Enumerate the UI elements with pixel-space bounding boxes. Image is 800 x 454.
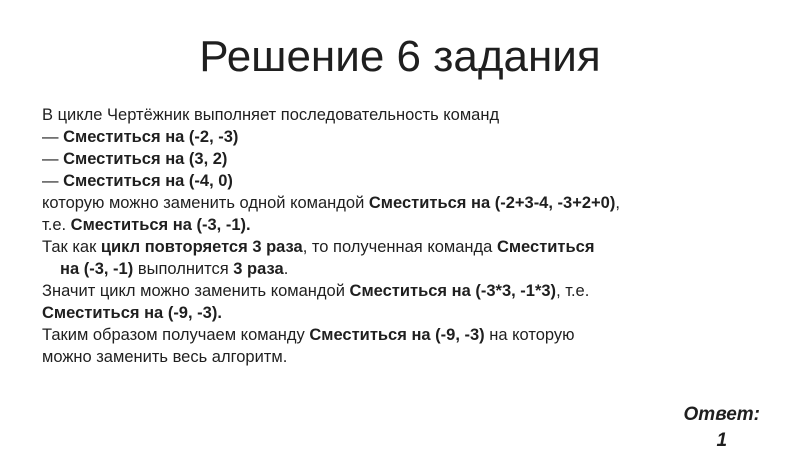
bold-command: Сместиться xyxy=(496,238,595,256)
text: Так как xyxy=(42,238,101,256)
paragraph-loop xyxy=(42,236,762,280)
answer-label: Ответ: xyxy=(683,404,760,425)
text: . xyxy=(283,260,289,278)
text: т.е. xyxy=(42,216,71,234)
command-line-1 xyxy=(42,126,762,148)
command-text: Сместиться на (3, 2) xyxy=(63,150,228,168)
command-text: Сместиться на (-2, -3) xyxy=(63,128,239,146)
paragraph-result xyxy=(42,324,762,368)
text: выполнится xyxy=(133,260,234,278)
text: Значит цикл можно заменить командой xyxy=(42,282,350,300)
text: на которую xyxy=(484,326,575,344)
bold-command: Сместиться на (-3, -1). xyxy=(70,216,251,234)
bold-text: цикл повторяется 3 раза xyxy=(100,238,303,256)
slide-body xyxy=(42,104,762,368)
text: Таким образом получаем команду xyxy=(42,326,310,344)
dash: — xyxy=(42,128,59,146)
command-line-3 xyxy=(42,170,762,192)
answer-value: 1 xyxy=(716,430,728,451)
bold-command: Сместиться на (-9, -3). xyxy=(42,304,222,322)
text: , xyxy=(615,194,620,212)
bold-command: Сместиться на (-3*3, -1*3) xyxy=(349,282,557,300)
bold-command: на (-3, -1) xyxy=(60,260,134,278)
text: , то полученная команда xyxy=(302,238,497,256)
text: можно заменить весь алгоритм. xyxy=(42,348,288,366)
text: которую можно заменить одной командой xyxy=(42,194,369,212)
slide-title: Решение 6 задания xyxy=(199,32,601,81)
answer-block xyxy=(684,402,760,454)
paragraph-replace xyxy=(42,192,762,236)
paragraph-multiply xyxy=(42,280,762,324)
dash: — xyxy=(42,150,59,168)
intro-text: В цикле Чертёжник выполняет последовательность команд xyxy=(42,106,500,124)
bold-command: Сместиться на (-2+3-4, -3+2+0) xyxy=(368,194,616,212)
command-text: Сместиться на (-4, 0) xyxy=(63,172,233,190)
bold-text: 3 раза xyxy=(233,260,284,278)
command-line-2 xyxy=(42,148,762,170)
bold-command: Сместиться на (-9, -3) xyxy=(309,326,485,344)
text: , т.е. xyxy=(556,282,590,300)
dash: — xyxy=(42,172,59,190)
